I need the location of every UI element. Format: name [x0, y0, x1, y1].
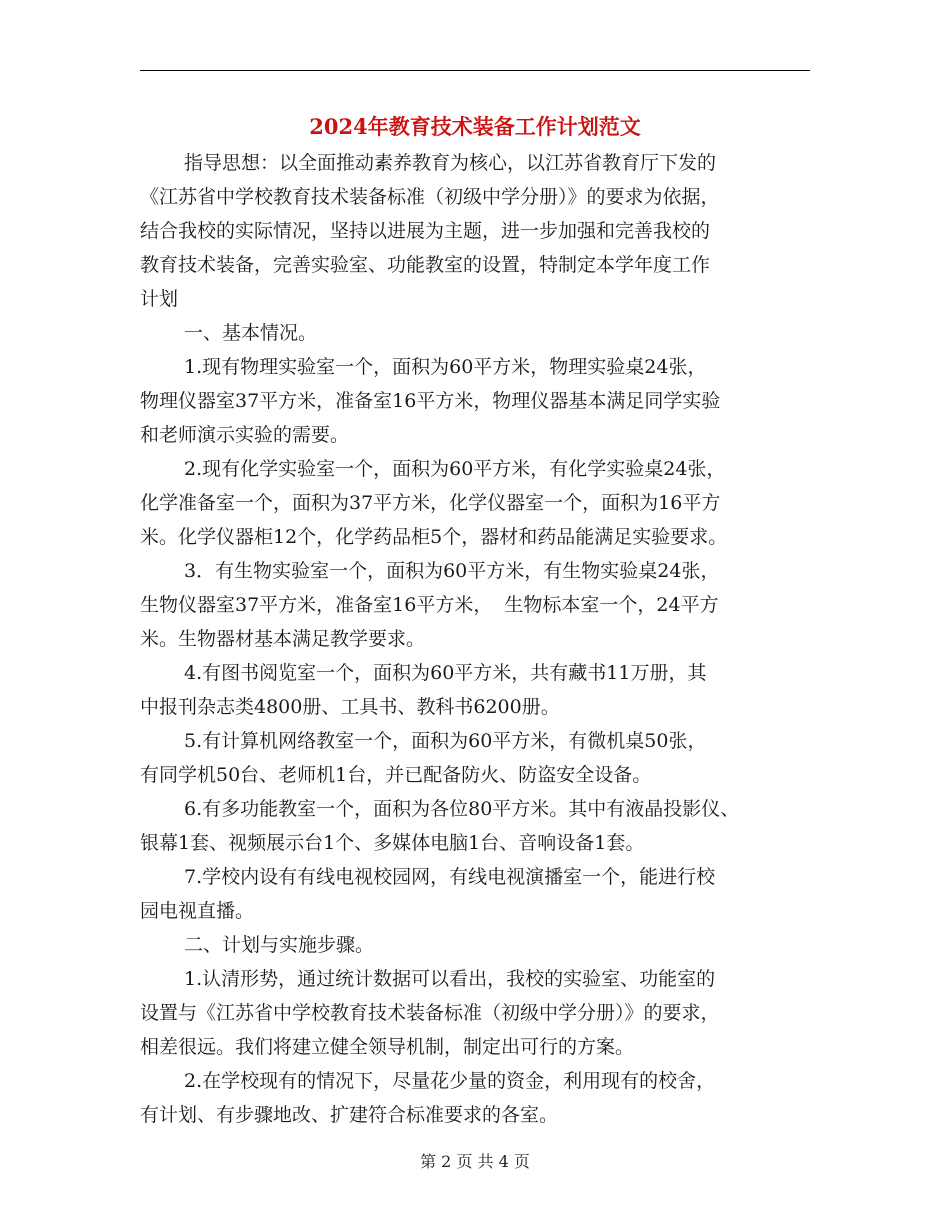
- page-number-footer: 第 2 页 共 4 页: [420, 1152, 530, 1171]
- text-line: 相差很远。我们将建立健全领导机制，制定出可行的方案。: [140, 1036, 635, 1058]
- text-line: 有同学机50台、老师机1台，并已配备防火、防盗安全设备。: [140, 764, 652, 786]
- text-line: 二、计划与实施步骤。: [184, 934, 375, 956]
- paragraph-multimedia-room: [140, 792, 815, 860]
- header-rule: [140, 70, 810, 71]
- text-line: 6.有多功能教室一个，面积为各位80平方米。其中有液晶投影仪、: [184, 798, 740, 820]
- text-line: 5.有计算机网络教室一个，面积为60平方米，有微机桌50张，: [184, 730, 707, 752]
- text-line: 1.现有物理实验室一个，面积为60平方米，物理实验桌24张，: [184, 356, 707, 378]
- text-line: 2.现有化学实验室一个，面积为60平方米，有化学实验桌24张，: [184, 458, 726, 480]
- text-line: 园电视直播。: [140, 900, 255, 922]
- paragraph-chemistry-lab: [140, 452, 815, 554]
- paragraph-physics-lab: [140, 350, 815, 452]
- paragraph-campus-tv: [140, 860, 815, 928]
- text-line: 3．有生物实验室一个，面积为60平方米，有生物实验桌24张，: [184, 560, 720, 582]
- text-line: 米。化学仪器柜12个，化学药品柜5个，器材和药品能满足实验要求。: [140, 526, 728, 548]
- text-line: 一、基本情况。: [184, 322, 318, 344]
- text-line: 和老师演示实验的需要。: [140, 424, 350, 446]
- text-line: 设置与《江苏省中学校教育技术装备标准（初级中学分册）》的要求，: [140, 1002, 720, 1024]
- paragraph-biology-lab: [140, 554, 815, 656]
- paragraph-computer-lab: [140, 724, 815, 792]
- text-line: 生物仪器室37平方米，准备室16平方米， 生物标本室一个，24平方: [140, 594, 719, 616]
- text-line: 指导思想：以全面推动素养教育为核心，以江苏省教育厅下发的: [184, 152, 717, 174]
- text-line: 《江苏省中学校教育技术装备标准（初级中学分册）》的要求为依据，: [140, 186, 720, 208]
- document-body: [140, 146, 815, 1132]
- text-line: 结合我校的实际情况，坚持以进展为主题，进一步加强和完善我校的: [140, 220, 711, 242]
- section-heading-plan-steps: [140, 928, 815, 962]
- text-line: 物理仪器室37平方米，准备室16平方米，物理仪器基本满足同学实验: [140, 390, 721, 412]
- text-line: 银幕1套、视频展示台1个、多媒体电脑1台、音响设备1套。: [140, 832, 645, 854]
- text-line: 2.在学校现有的情况下，尽量花少量的资金，利用现有的校舍，: [184, 1070, 716, 1092]
- text-line: 计划: [140, 288, 179, 310]
- paragraph-step-1: [140, 962, 815, 1064]
- text-line: 教育技术装备，完善实验室、功能教室的设置，特制定本学年度工作: [140, 254, 711, 276]
- text-line: 4.有图书阅览室一个，面积为60平方米，共有藏书11万册，其: [184, 662, 707, 684]
- paragraph-library: [140, 656, 815, 724]
- document-title: 2024年教育技术装备工作计划范文: [309, 114, 641, 139]
- text-line: 7.学校内设有有线电视校园网，有线电视演播室一个，能进行校: [184, 866, 716, 888]
- paragraph-step-2: [140, 1064, 815, 1132]
- paragraph-guiding-thought: [140, 146, 815, 316]
- section-heading-basic-situation: [140, 316, 815, 350]
- text-line: 米。生物器材基本满足教学要求。: [140, 628, 426, 650]
- text-line: 化学准备室一个，面积为37平方米，化学仪器室一个，面积为16平方: [140, 492, 721, 514]
- text-line: 1.认清形势，通过统计数据可以看出，我校的实验室、功能室的: [184, 968, 716, 990]
- text-line: 有计划、有步骤地改、扩建符合标准要求的各室。: [140, 1104, 559, 1126]
- text-line: 中报刊杂志类4800册、工具书、教科书6200册。: [140, 696, 560, 718]
